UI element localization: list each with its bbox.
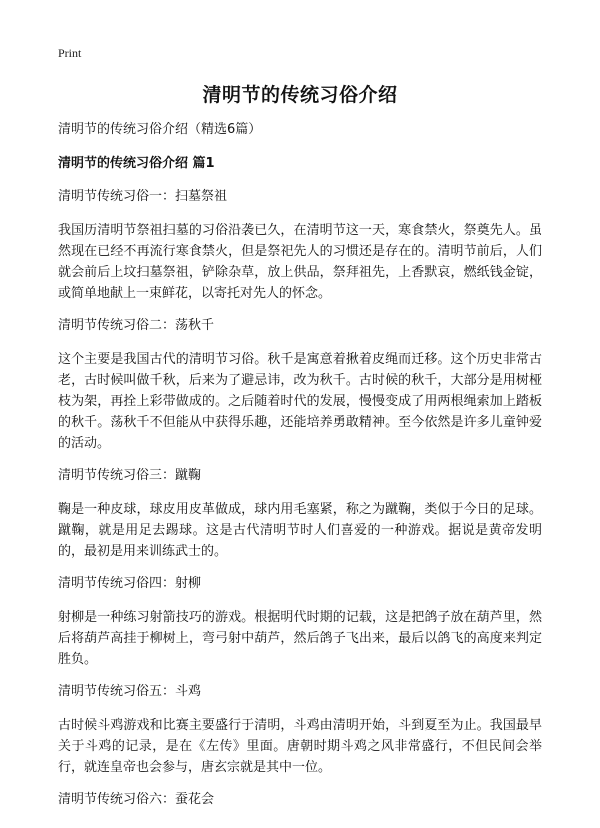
- custom-paragraph-2: 这个主要是我国古代的清明节习俗。秋千是寓意着揪着皮绳而迁移。这个历史非常古老，古时候叫做千秋，后来为了避忌讳，改为秋千。古时候的秋千，大部分是用树桠枝为架，再拴上彩带做成的。之后随着时代的发展，慢慢变成了用两根绳索加上踏板的秋千。荡秋千不但能从中获得乐趣，还能培养勇敢精神。至今依然是许多儿童钟爱的活动。: [58, 352, 542, 451]
- custom-paragraph-5: 古时候斗鸡游戏和比赛主要盛行于清明，斗鸡由清明开始，斗到夏至为止。我国最早关于斗鸡的记录，是在《左传》里面。唐朝时期斗鸡之风非常盛行，不但民间会举行，就连皇帝也会参与，唐玄宗就是其中一位。: [58, 718, 542, 775]
- custom-heading-2: 清明节传统习俗二：荡秋千: [58, 318, 215, 333]
- print-link[interactable]: Print: [58, 46, 82, 60]
- custom-paragraph-1: 我国历清明节祭祖扫墓的习俗沿袭已久，在清明节这一天，寒食禁火，祭奠先人。虽然现在已经不再流行寒食禁火，但是祭祀先人的习惯还是存在的。清明节前后，人们就会前后上坟扫墓祭祖，铲除杂草，放上供品，祭拜祖先，上香默哀，燃纸钱金锭，或简单地献上一束鲜花，以寄托对先人的怀念。: [58, 223, 542, 301]
- document-subtitle: 清明节的传统习俗介绍（精选6篇）: [58, 122, 262, 137]
- section-heading: 清明节的传统习俗介绍 篇1: [58, 156, 215, 171]
- custom-heading-5: 清明节传统习俗五：斗鸡: [58, 684, 202, 699]
- document-body: [58, 120, 542, 823]
- custom-paragraph-4: 射柳是一种练习射箭技巧的游戏。根据明代时期的记载，这是把鸽子放在葫芦里，然后将葫芦高挂于柳树上，弯弓射中葫芦，然后鸽子飞出来，最后以鸽飞的高度来判定胜负。: [58, 610, 542, 667]
- custom-heading-3: 清明节传统习俗三：蹴鞠: [58, 468, 202, 483]
- page-title: 清明节的传统习俗介绍: [202, 84, 398, 106]
- custom-heading-6: 清明节传统习俗六：蚕花会: [58, 792, 215, 807]
- custom-paragraph-3: 鞠是一种皮球，球皮用皮革做成，球内用毛塞紧，称之为蹴鞠，类似于今日的足球。蹴鞠，就是用足去踢球。这是古代清明节时人们喜爱的一种游戏。据说是黄帝发明的，最初是用来训练武士的。: [58, 502, 542, 559]
- custom-heading-1: 清明节传统习俗一：扫墓祭祖: [58, 189, 228, 204]
- custom-heading-4: 清明节传统习俗四：射柳: [58, 576, 202, 591]
